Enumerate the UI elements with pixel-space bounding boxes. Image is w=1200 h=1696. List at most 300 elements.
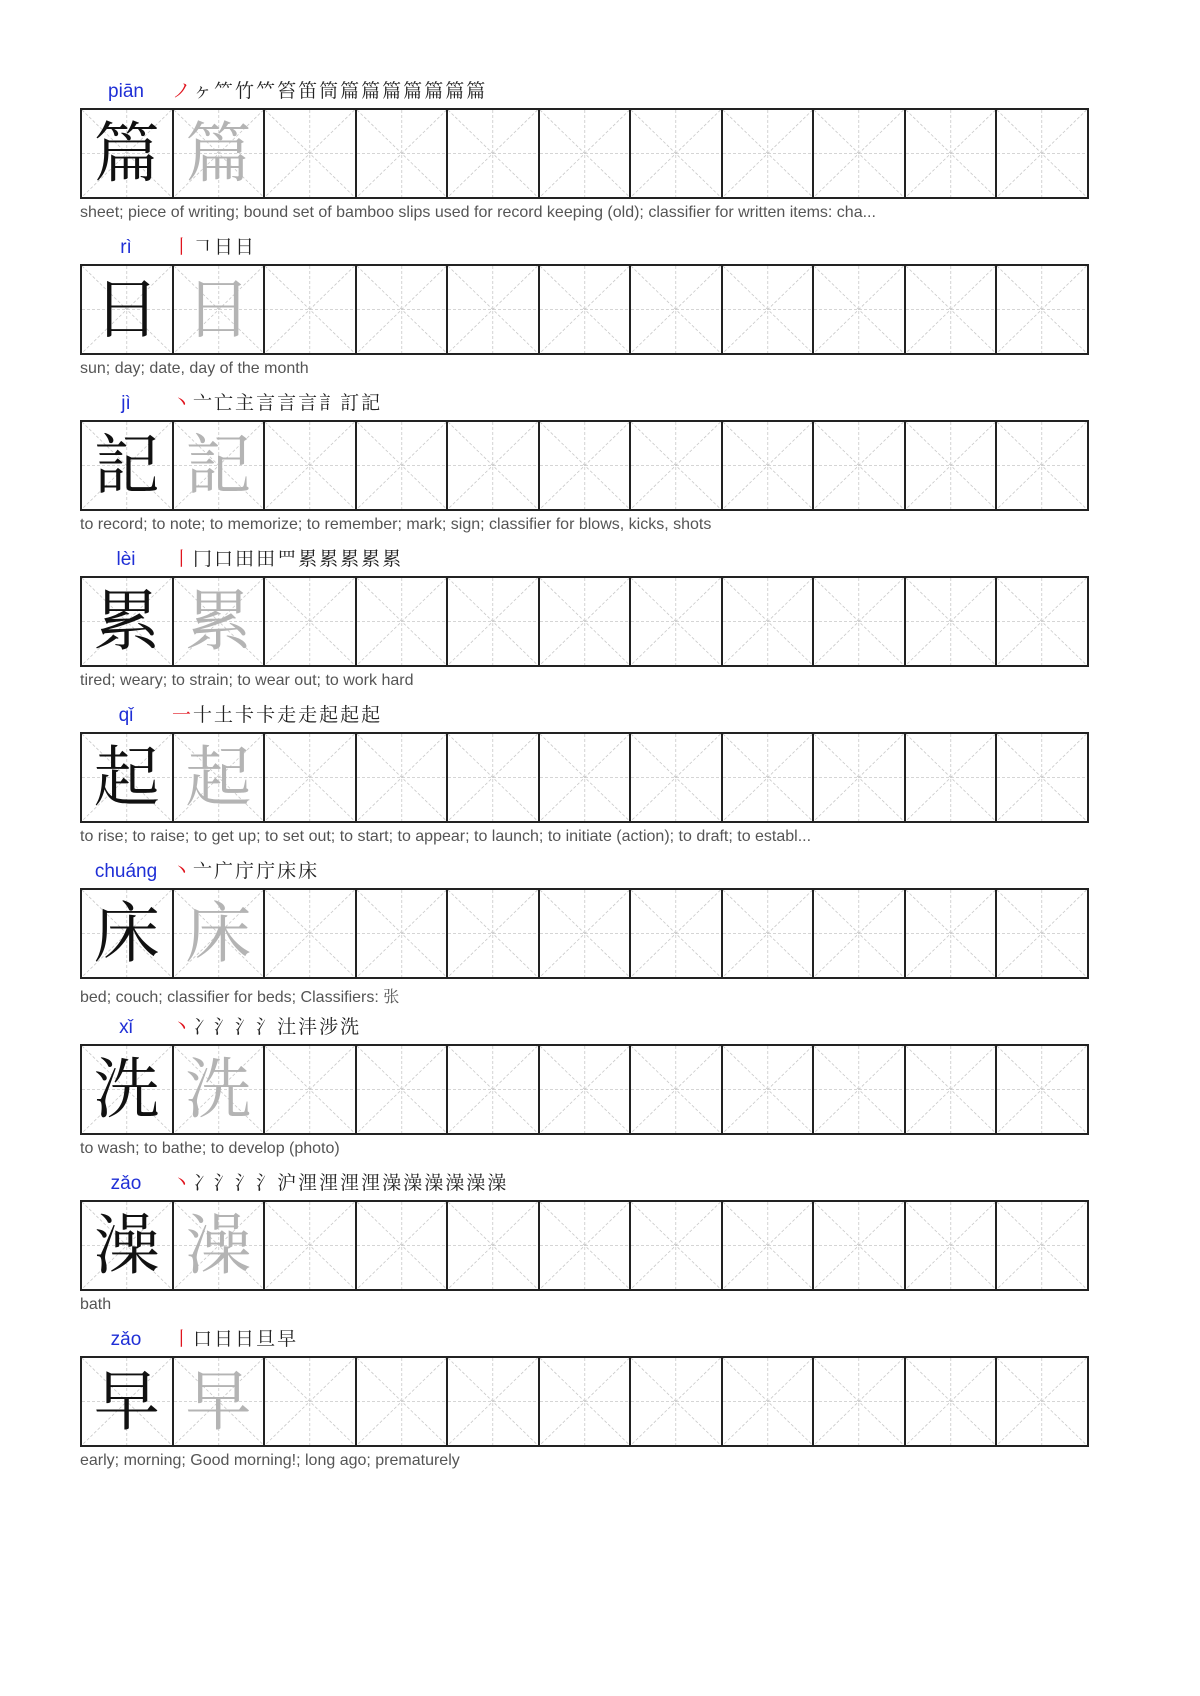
practice-cell[interactable] bbox=[814, 890, 906, 977]
stroke-step: 日 bbox=[214, 236, 234, 258]
trace-cell bbox=[174, 734, 266, 821]
cell-guide-lines bbox=[997, 1358, 1087, 1445]
cell-guide-lines bbox=[631, 734, 721, 821]
stroke-step: 主 bbox=[235, 392, 255, 414]
stroke-step: 丨 bbox=[172, 236, 192, 258]
practice-cell[interactable] bbox=[448, 1358, 540, 1445]
practice-cell[interactable] bbox=[997, 110, 1089, 197]
stroke-order bbox=[172, 698, 382, 728]
cell-guide-lines bbox=[448, 1046, 538, 1133]
stroke-step: 訂 bbox=[340, 392, 360, 414]
practice-cell[interactable] bbox=[906, 266, 998, 353]
stroke-step: 言 bbox=[256, 392, 276, 414]
model-character: 起 bbox=[93, 738, 160, 816]
trace-character: 床 bbox=[185, 894, 252, 972]
cell-guide-lines bbox=[540, 266, 630, 353]
cell-guide-lines bbox=[997, 1202, 1087, 1289]
practice-grid-row bbox=[80, 1200, 1089, 1291]
cell-guide-lines bbox=[448, 422, 538, 509]
practice-cell[interactable] bbox=[723, 1358, 815, 1445]
stroke-step: ヶ bbox=[193, 80, 213, 102]
practice-cell[interactable] bbox=[723, 890, 815, 977]
model-cell bbox=[82, 1358, 174, 1445]
cell-guide-lines bbox=[814, 1358, 904, 1445]
practice-cell[interactable] bbox=[631, 422, 723, 509]
model-character: 床 bbox=[93, 894, 160, 972]
stroke-step: 卡 bbox=[235, 704, 255, 726]
practice-cell[interactable] bbox=[906, 890, 998, 977]
stroke-step: 丶 bbox=[172, 860, 192, 882]
cell-guide-lines bbox=[906, 890, 996, 977]
trace-character: 記 bbox=[185, 426, 252, 504]
practice-grid-row bbox=[80, 732, 1089, 823]
stroke-step: 走 bbox=[298, 704, 318, 726]
practice-cell[interactable] bbox=[814, 1046, 906, 1133]
stroke-step: 丨 bbox=[172, 1328, 192, 1350]
stroke-step: 篇 bbox=[382, 80, 402, 102]
practice-cell[interactable] bbox=[906, 1046, 998, 1133]
cell-guide-lines bbox=[723, 110, 813, 197]
stroke-step: 日 bbox=[214, 1328, 234, 1350]
stroke-step: 冫 bbox=[193, 1016, 213, 1038]
meaning-text: to record; to note; to memorize; to remember; mark; sign; classifier for blows, kicks, shots bbox=[80, 516, 712, 533]
cell-guide-lines bbox=[540, 578, 630, 665]
practice-cell[interactable] bbox=[540, 890, 632, 977]
stroke-step: 亡 bbox=[214, 392, 234, 414]
cell-guide-lines bbox=[814, 734, 904, 821]
cell-guide-lines bbox=[723, 890, 813, 977]
stroke-step: 累 bbox=[340, 548, 360, 570]
trace-cell bbox=[174, 110, 266, 197]
meaning-text: sheet; piece of writing; bound set of bamboo slips used for record keeping (old); classifier for written items: cha... bbox=[80, 204, 876, 221]
cell-guide-lines bbox=[997, 422, 1087, 509]
cell-guide-lines bbox=[448, 890, 538, 977]
practice-cell[interactable] bbox=[631, 890, 723, 977]
cell-guide-lines bbox=[631, 1046, 721, 1133]
trace-character: 早 bbox=[185, 1362, 252, 1440]
stroke-step: 篇 bbox=[445, 80, 465, 102]
practice-cell[interactable] bbox=[265, 1046, 357, 1133]
character-entry bbox=[80, 860, 1090, 1020]
pinyin-label: jì bbox=[121, 393, 131, 414]
model-cell bbox=[82, 734, 174, 821]
meaning-text: early; morning; Good morning!; long ago; prematurely bbox=[80, 1452, 460, 1469]
stroke-step: 𥫗 bbox=[256, 80, 276, 102]
stroke-step: 浬 bbox=[298, 1172, 318, 1194]
stroke-step: 庁 bbox=[235, 860, 255, 882]
cell-guide-lines bbox=[906, 1358, 996, 1445]
practice-cell[interactable] bbox=[723, 110, 815, 197]
stroke-order bbox=[172, 74, 487, 104]
cell-guide-lines bbox=[357, 266, 447, 353]
practice-cell[interactable] bbox=[631, 734, 723, 821]
pinyin-label: zǎo bbox=[110, 1329, 142, 1350]
cell-guide-lines bbox=[814, 422, 904, 509]
practice-cell[interactable] bbox=[997, 734, 1089, 821]
practice-cell[interactable] bbox=[357, 1202, 449, 1289]
stroke-step: 亠 bbox=[193, 860, 213, 882]
cell-guide-lines bbox=[723, 734, 813, 821]
practice-cell[interactable] bbox=[723, 1046, 815, 1133]
cell-guide-lines bbox=[540, 110, 630, 197]
cell-guide-lines bbox=[448, 734, 538, 821]
practice-grid-row bbox=[80, 420, 1089, 511]
stroke-step: 筒 bbox=[319, 80, 339, 102]
stroke-step: 澡 bbox=[445, 1172, 465, 1194]
practice-cell[interactable] bbox=[906, 1358, 998, 1445]
character-entry bbox=[80, 392, 1090, 552]
cell-guide-lines bbox=[631, 266, 721, 353]
cell-guide-lines bbox=[814, 1046, 904, 1133]
trace-cell bbox=[174, 266, 266, 353]
stroke-step: 口 bbox=[214, 548, 234, 570]
model-character: 記 bbox=[93, 426, 160, 504]
stroke-step: 氵 bbox=[214, 1016, 234, 1038]
practice-cell[interactable] bbox=[723, 1202, 815, 1289]
practice-cell[interactable] bbox=[265, 1358, 357, 1445]
practice-cell[interactable] bbox=[265, 578, 357, 665]
practice-cell[interactable] bbox=[357, 734, 449, 821]
trace-character: 澡 bbox=[185, 1206, 252, 1284]
cell-guide-lines bbox=[906, 266, 996, 353]
cell-guide-lines bbox=[997, 578, 1087, 665]
meaning-text: sun; day; date, day of the month bbox=[80, 360, 309, 377]
stroke-order bbox=[172, 854, 319, 884]
stroke-step: 日 bbox=[235, 236, 255, 258]
cell-guide-lines bbox=[265, 1046, 355, 1133]
stroke-step: 篇 bbox=[466, 80, 486, 102]
practice-cell[interactable] bbox=[448, 1202, 540, 1289]
pinyin-label: rì bbox=[120, 237, 132, 258]
stroke-step: 丶 bbox=[172, 1016, 192, 1038]
practice-grid-row bbox=[80, 264, 1089, 355]
cell-guide-lines bbox=[265, 1358, 355, 1445]
stroke-step: 氵 bbox=[235, 1172, 255, 1194]
stroke-step: 一 bbox=[172, 704, 192, 726]
stroke-step: 氵 bbox=[214, 1172, 234, 1194]
stroke-step: 涉 bbox=[319, 1016, 339, 1038]
model-character: 日 bbox=[93, 270, 160, 348]
cell-guide-lines bbox=[448, 266, 538, 353]
practice-cell[interactable] bbox=[540, 1202, 632, 1289]
trace-character: 洗 bbox=[185, 1050, 252, 1128]
practice-cell[interactable] bbox=[448, 734, 540, 821]
cell-guide-lines bbox=[357, 734, 447, 821]
cell-guide-lines bbox=[906, 578, 996, 665]
character-entry bbox=[80, 236, 1090, 396]
practice-cell[interactable] bbox=[631, 1046, 723, 1133]
cell-guide-lines bbox=[723, 422, 813, 509]
practice-cell[interactable] bbox=[997, 266, 1089, 353]
practice-cell[interactable] bbox=[265, 110, 357, 197]
pinyin-label: chuáng bbox=[94, 861, 158, 882]
cell-guide-lines bbox=[906, 1046, 996, 1133]
cell-guide-lines bbox=[723, 266, 813, 353]
stroke-step: 庁 bbox=[256, 860, 276, 882]
trace-cell bbox=[174, 1202, 266, 1289]
model-cell bbox=[82, 266, 174, 353]
stroke-step: 氵 bbox=[235, 1016, 255, 1038]
practice-cell[interactable] bbox=[814, 734, 906, 821]
cell-guide-lines bbox=[540, 1046, 630, 1133]
trace-character: 起 bbox=[185, 738, 252, 816]
stroke-order bbox=[172, 1166, 508, 1196]
cell-guide-lines bbox=[723, 578, 813, 665]
stroke-step: 浬 bbox=[340, 1172, 360, 1194]
cell-guide-lines bbox=[265, 578, 355, 665]
stroke-step: 旦 bbox=[256, 1328, 276, 1350]
stroke-step: 丶 bbox=[172, 1172, 192, 1194]
model-character: 早 bbox=[93, 1362, 160, 1440]
trace-character: 日 bbox=[185, 270, 252, 348]
trace-character: 累 bbox=[185, 582, 252, 660]
practice-cell[interactable] bbox=[357, 890, 449, 977]
practice-cell[interactable] bbox=[540, 110, 632, 197]
practice-cell[interactable] bbox=[357, 1358, 449, 1445]
practice-cell[interactable] bbox=[906, 734, 998, 821]
stroke-step: 訁 bbox=[319, 392, 339, 414]
stroke-order bbox=[172, 386, 382, 416]
stroke-step: 澡 bbox=[382, 1172, 402, 1194]
model-cell bbox=[82, 110, 174, 197]
trace-cell bbox=[174, 1358, 266, 1445]
stroke-step: 笞 bbox=[277, 80, 297, 102]
cell-guide-lines bbox=[357, 422, 447, 509]
pinyin-label: zǎo bbox=[110, 1173, 142, 1194]
character-entry bbox=[80, 1328, 1090, 1488]
stroke-step: 卡 bbox=[256, 704, 276, 726]
practice-cell[interactable] bbox=[448, 266, 540, 353]
cell-guide-lines bbox=[723, 1202, 813, 1289]
practice-cell[interactable] bbox=[265, 734, 357, 821]
cell-guide-lines bbox=[448, 578, 538, 665]
practice-grid-row bbox=[80, 576, 1089, 667]
cell-guide-lines bbox=[357, 1358, 447, 1445]
stroke-step: 沪 bbox=[277, 1172, 297, 1194]
practice-cell[interactable] bbox=[540, 578, 632, 665]
stroke-step: 丶 bbox=[172, 392, 192, 414]
practice-cell[interactable] bbox=[265, 266, 357, 353]
practice-cell[interactable] bbox=[997, 890, 1089, 977]
practice-cell[interactable] bbox=[723, 266, 815, 353]
stroke-step: 篇 bbox=[340, 80, 360, 102]
cell-guide-lines bbox=[265, 1202, 355, 1289]
stroke-order bbox=[172, 542, 403, 572]
meaning-text: bed; couch; classifier for beds; Classifiers: 张 bbox=[80, 989, 400, 1006]
trace-cell bbox=[174, 578, 266, 665]
practice-cell[interactable] bbox=[265, 422, 357, 509]
character-entry bbox=[80, 80, 1090, 240]
cell-guide-lines bbox=[631, 578, 721, 665]
stroke-step: 記 bbox=[361, 392, 381, 414]
practice-cell[interactable] bbox=[631, 1202, 723, 1289]
cell-guide-lines bbox=[265, 890, 355, 977]
cell-guide-lines bbox=[997, 1046, 1087, 1133]
trace-cell bbox=[174, 422, 266, 509]
cell-guide-lines bbox=[265, 266, 355, 353]
trace-cell bbox=[174, 1046, 266, 1133]
character-entry bbox=[80, 548, 1090, 708]
character-entry bbox=[80, 1172, 1090, 1332]
stroke-step: 走 bbox=[277, 704, 297, 726]
practice-cell[interactable] bbox=[997, 578, 1089, 665]
practice-grid-row bbox=[80, 888, 1089, 979]
cell-guide-lines bbox=[997, 734, 1087, 821]
stroke-step: 氵 bbox=[256, 1016, 276, 1038]
stroke-step: 广 bbox=[214, 860, 234, 882]
stroke-step: 言 bbox=[298, 392, 318, 414]
stroke-step: 𠃍 bbox=[193, 236, 213, 258]
stroke-step: 浬 bbox=[319, 1172, 339, 1194]
stroke-step: 洗 bbox=[340, 1016, 360, 1038]
cell-guide-lines bbox=[997, 266, 1087, 353]
practice-cell[interactable] bbox=[631, 578, 723, 665]
practice-cell[interactable] bbox=[631, 266, 723, 353]
practice-cell[interactable] bbox=[814, 266, 906, 353]
stroke-step: 言 bbox=[277, 392, 297, 414]
meaning-text: bath bbox=[80, 1296, 112, 1313]
cell-guide-lines bbox=[814, 1202, 904, 1289]
practice-cell[interactable] bbox=[906, 578, 998, 665]
cell-guide-lines bbox=[357, 890, 447, 977]
cell-guide-lines bbox=[906, 734, 996, 821]
practice-cell[interactable] bbox=[357, 578, 449, 665]
stroke-step: 累 bbox=[298, 548, 318, 570]
stroke-step: 澡 bbox=[487, 1172, 507, 1194]
cell-guide-lines bbox=[265, 110, 355, 197]
practice-cell[interactable] bbox=[723, 578, 815, 665]
practice-cell[interactable] bbox=[997, 1202, 1089, 1289]
stroke-step: 起 bbox=[319, 704, 339, 726]
practice-cell[interactable] bbox=[540, 422, 632, 509]
practice-cell[interactable] bbox=[997, 1046, 1089, 1133]
stroke-step: 冂 bbox=[193, 548, 213, 570]
stroke-step: 累 bbox=[382, 548, 402, 570]
cell-guide-lines bbox=[814, 578, 904, 665]
stroke-step: 篇 bbox=[424, 80, 444, 102]
stroke-step: 澡 bbox=[466, 1172, 486, 1194]
stroke-order bbox=[172, 1322, 298, 1352]
practice-cell[interactable] bbox=[448, 110, 540, 197]
practice-grid-row bbox=[80, 108, 1089, 199]
stroke-step: 竹 bbox=[235, 80, 255, 102]
practice-cell[interactable] bbox=[814, 1358, 906, 1445]
pinyin-label: qǐ bbox=[118, 705, 134, 726]
practice-cell[interactable] bbox=[357, 266, 449, 353]
stroke-step: 起 bbox=[361, 704, 381, 726]
practice-cell[interactable] bbox=[265, 890, 357, 977]
cell-guide-lines bbox=[357, 1046, 447, 1133]
model-character: 澡 bbox=[93, 1206, 160, 1284]
practice-cell[interactable] bbox=[448, 578, 540, 665]
stroke-order bbox=[172, 230, 256, 260]
cell-guide-lines bbox=[997, 890, 1087, 977]
practice-cell[interactable] bbox=[265, 1202, 357, 1289]
stroke-step: 汢 bbox=[277, 1016, 297, 1038]
stroke-step: 田 bbox=[256, 548, 276, 570]
trace-character: 篇 bbox=[185, 114, 252, 192]
cell-guide-lines bbox=[631, 1358, 721, 1445]
model-cell bbox=[82, 890, 174, 977]
practice-cell[interactable] bbox=[814, 110, 906, 197]
cell-guide-lines bbox=[448, 1358, 538, 1445]
stroke-step: 日 bbox=[235, 1328, 255, 1350]
practice-grid-row bbox=[80, 1044, 1089, 1135]
stroke-step: 冫 bbox=[193, 1172, 213, 1194]
practice-cell[interactable] bbox=[997, 422, 1089, 509]
cell-guide-lines bbox=[448, 110, 538, 197]
stroke-step: 累 bbox=[319, 548, 339, 570]
practice-cell[interactable] bbox=[357, 422, 449, 509]
cell-guide-lines bbox=[357, 110, 447, 197]
stroke-step: 沣 bbox=[298, 1016, 318, 1038]
stroke-step: 田 bbox=[235, 548, 255, 570]
pinyin-label: xǐ bbox=[119, 1017, 133, 1038]
practice-cell[interactable] bbox=[906, 110, 998, 197]
character-entry bbox=[80, 704, 1090, 864]
stroke-step: 床 bbox=[277, 860, 297, 882]
cell-guide-lines bbox=[540, 422, 630, 509]
practice-cell[interactable] bbox=[814, 422, 906, 509]
practice-cell[interactable] bbox=[540, 266, 632, 353]
cell-guide-lines bbox=[631, 1202, 721, 1289]
cell-guide-lines bbox=[540, 1358, 630, 1445]
practice-cell[interactable] bbox=[357, 1046, 449, 1133]
stroke-step: ノ bbox=[172, 80, 192, 102]
model-character: 累 bbox=[93, 582, 160, 660]
practice-cell[interactable] bbox=[723, 422, 815, 509]
model-cell bbox=[82, 1202, 174, 1289]
cell-guide-lines bbox=[265, 734, 355, 821]
practice-cell[interactable] bbox=[631, 1358, 723, 1445]
cell-guide-lines bbox=[906, 1202, 996, 1289]
practice-cell[interactable] bbox=[814, 1202, 906, 1289]
practice-cell[interactable] bbox=[540, 1358, 632, 1445]
pinyin-label: lèi bbox=[116, 549, 136, 570]
model-character: 洗 bbox=[93, 1050, 160, 1128]
stroke-step: 篇 bbox=[361, 80, 381, 102]
cell-guide-lines bbox=[906, 110, 996, 197]
cell-guide-lines bbox=[814, 266, 904, 353]
practice-cell[interactable] bbox=[540, 734, 632, 821]
character-entry bbox=[80, 1016, 1090, 1176]
practice-cell[interactable] bbox=[448, 1046, 540, 1133]
trace-cell bbox=[174, 890, 266, 977]
practice-cell[interactable] bbox=[631, 110, 723, 197]
cell-guide-lines bbox=[723, 1046, 813, 1133]
practice-cell[interactable] bbox=[906, 1202, 998, 1289]
stroke-step: 十 bbox=[193, 704, 213, 726]
stroke-step: 篇 bbox=[403, 80, 423, 102]
stroke-step: 起 bbox=[340, 704, 360, 726]
practice-cell[interactable] bbox=[540, 1046, 632, 1133]
cell-guide-lines bbox=[997, 110, 1087, 197]
cell-guide-lines bbox=[540, 1202, 630, 1289]
model-cell bbox=[82, 1046, 174, 1133]
practice-cell[interactable] bbox=[906, 422, 998, 509]
practice-cell[interactable] bbox=[448, 422, 540, 509]
practice-cell[interactable] bbox=[814, 578, 906, 665]
practice-cell[interactable] bbox=[357, 110, 449, 197]
stroke-step: ⺮ bbox=[214, 80, 234, 102]
practice-cell[interactable] bbox=[723, 734, 815, 821]
cell-guide-lines bbox=[357, 1202, 447, 1289]
cell-guide-lines bbox=[814, 890, 904, 977]
practice-cell[interactable] bbox=[997, 1358, 1089, 1445]
practice-cell[interactable] bbox=[448, 890, 540, 977]
stroke-step: 累 bbox=[361, 548, 381, 570]
stroke-step: 笛 bbox=[298, 80, 318, 102]
